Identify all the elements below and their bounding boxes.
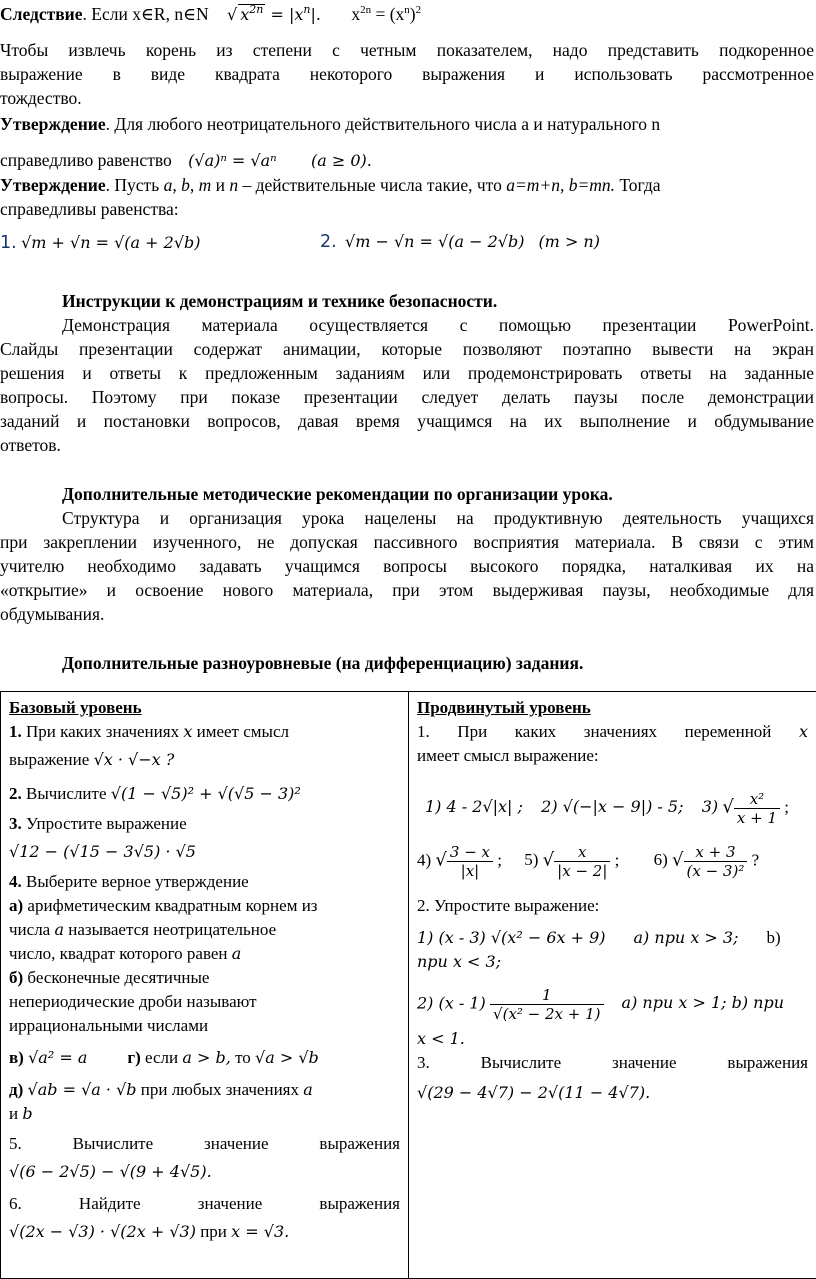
- tasks-table: [0, 691, 816, 1279]
- methodic-line-2: при закреплении изученного, не допуская пассивного восприятия материала. В связи с этим: [0, 530, 814, 554]
- para-root-line-1: Чтобы извлечь корень из степени с четным показателем, надо представить подкоренное: [0, 38, 814, 62]
- basic-q4: 4. Выберите верное утверждение: [9, 870, 400, 894]
- tasks-heading: Дополнительные разноуровневые (на дифференциацию) задания.: [62, 651, 583, 675]
- statement2-line1: Утверждение. Пусть a, b, m и n – действительные числа такие, что a=m+n, b=mn. Тогда: [0, 173, 814, 197]
- corollary-formula: √ $x^{2n} = |x^n|$.: [227, 5, 321, 24]
- safety-line-2: Слайды презентации содержат анимации, которые позволяют поэтапно вывести на экран: [0, 337, 814, 361]
- statement1-formula: (√a)ⁿ = √aⁿ: [188, 151, 277, 170]
- methodic-line-5: обдумывания.: [0, 602, 814, 626]
- basic-q5-formula: √(6 − 2√5) − √(9 + 4√5).: [9, 1160, 400, 1184]
- basic-q1-line2: выражение √x · √−x ?: [9, 748, 400, 772]
- para-root-line-3: тождество.: [0, 86, 814, 110]
- methodic-line-4: «открытие» и освоение нового материала, при этом выдерживая паузы, необходимые для: [0, 578, 814, 602]
- advanced-q1-f3: $\frac{\text{x²}}{x + 1}$: [734, 790, 780, 827]
- methodic-heading: Дополнительные методические рекомендации по организации урока.: [62, 482, 613, 506]
- advanced-q1-f5: $\frac{x}{|x - 2|}$: [554, 843, 610, 880]
- advanced-q2: 2. Упростите выражение:: [417, 894, 808, 918]
- advanced-q2-1-cont: при x < 3;: [417, 950, 808, 974]
- statement1-condition: (a ≥ 0).: [311, 151, 372, 170]
- basic-q3: 3. Упростите выражение: [9, 812, 400, 836]
- advanced-q1: 1. При каких значениях переменной x: [417, 720, 808, 744]
- advanced-title: Продвинутый уровень: [417, 698, 591, 717]
- basic-level-cell: Базовый уровень 1. При каких значениях x имеет смысл выражение √x · √−x ? 2. Вычислите √(1 − √5)² + √(√5 − 3)² 3. Упростите выражение √12 − (√15 − 3√5) · √5 4. Выберите верное утверждение а) арифметическим квадратным корнем из числа a называется неотрицательное число, квадрат которого равен a б) бесконечные десятичные непериодические дроби называют иррациональными числами в) √a² = a г) если a > b, то √a > √b д) √ab = √a · √b при любых значениях a и b 5. Вычислите значение выражения √(6 − 2√5) − √(9 + 4√5). 6. Найдите значение выражения √(2x − √3) · √(2x + √3) при x = √3.: [1, 692, 409, 1279]
- basic-title: Базовый уровень: [9, 698, 142, 717]
- safety-line-3: решения и ответы к предложенным заданиям или продемонстрировать ответы на заданные: [0, 361, 814, 385]
- statement1-label: Утверждение: [0, 114, 106, 134]
- basic-q4v-q4g: в) √a² = a г) если a > b, то √a > √b: [9, 1046, 400, 1070]
- basic-q6: 6. Найдите значение выражения: [9, 1192, 400, 1216]
- corollary-formula2: $x^{2n} = (x^n)^2$: [351, 4, 421, 24]
- advanced-q2-2: 2) (x - 1) $\frac{1}{\text{√(x² − 2x + 1)}}$ а) при x > 1; b) при: [417, 986, 808, 1023]
- methodic-line-1: Структура и организация урока нацелены на продуктивную деятельность учащихся: [0, 506, 814, 530]
- statement1-line1: Утверждение. Для любого неотрицательного действительного числа a и натурального n: [0, 112, 814, 136]
- statement2-line2: справедливы равенства:: [0, 197, 814, 221]
- basic-q6-formula: √(2x − √3) · √(2x + √3) при x = √3.: [9, 1220, 400, 1244]
- formula-sum-roots: √m + √n = √(a + 2√b): [21, 233, 200, 252]
- formula-diff-roots: √m − √n = √(a − 2√b) (m > n): [345, 230, 600, 254]
- basic-q4b: б) бесконечные десятичные: [9, 966, 400, 990]
- methodic-line-3: учителю необходимо задавать учащимся вопросы высокого порядка, наталкивая их на: [0, 554, 814, 578]
- safety-line-5: заданий и постановки вопросов, давая время учащимся на их выполнение и обдумывание: [0, 409, 814, 433]
- corollary-line: [0, 2, 814, 27]
- basic-q5: 5. Вычислите значение выражения: [9, 1132, 400, 1156]
- advanced-q2-2-frac: $\frac{1}{\text{√(x² − 2x + 1)}}$: [490, 986, 604, 1023]
- advanced-q1-items-row1: 1) 4 - 2√|x| ; 2) √(−|x − 9|) - 5; 3) √ $\frac{\text{x²}}{x + 1}$ ;: [417, 790, 808, 827]
- corollary-label: Следствие: [0, 4, 83, 24]
- advanced-q1-f6: $\frac{x + 3}{\text{(x − 3)²}}$: [684, 843, 748, 880]
- safety-line-1: Демонстрация материала осуществляется с помощью презентации PowerPoint.: [0, 313, 814, 337]
- safety-heading: Инструкции к демонстрациям и технике безопасности.: [62, 289, 497, 313]
- advanced-q2-1: 1) (x - 3) √(x² − 6x + 9) а) при x > 3; b): [417, 926, 808, 950]
- advanced-q3-formula: √(29 − 4√7) − 2√(11 − 4√7).: [417, 1081, 808, 1105]
- advanced-q1-items-row2: 4) √ $\frac{3 - x}{|x|}$ ; 5) √ $\frac{x}{|x - 2|}$ ; 6) √ $\frac{x + 3}{\text{(x − 3)²}}$ ?: [417, 843, 808, 880]
- statement2-label: Утверждение: [0, 175, 106, 195]
- advanced-q3: 3. Вычислите значение выражения: [417, 1051, 808, 1075]
- basic-q3-formula: √12 − (√15 − 3√5) · √5: [9, 840, 400, 864]
- safety-line-4: вопросы. Поэтому при показе презентации следует делать паузы после демонстрации: [0, 385, 814, 409]
- safety-line-6: ответов.: [0, 433, 814, 457]
- advanced-q1-f4: $\frac{3 - x}{|x|}$: [447, 843, 493, 880]
- basic-q2: 2. Вычислите √(1 − √5)² + √(√5 − 3)²: [9, 782, 400, 806]
- basic-q4a: а) арифметическим квадратным корнем из: [9, 894, 400, 918]
- para-root-line-2: выражение в виде квадрата некоторого выражения и использовать рассмотренное: [0, 62, 814, 86]
- basic-q4d: д) √ab = √a · √b при любых значениях a: [9, 1078, 400, 1102]
- statement2-formulas: 1. √m + √n = √(a + 2√b) 2. √m − √n = √(a − 2√b) (m > n): [0, 230, 814, 255]
- statement1-line2: справедливо равенство (√a)ⁿ = √aⁿ (a ≥ 0).: [0, 148, 814, 173]
- advanced-q2-2-cont: x < 1.: [417, 1027, 808, 1051]
- corollary-text: . Если x∈R, n∈N: [83, 4, 209, 24]
- basic-q1: 1. При каких значениях x имеет смысл: [9, 720, 400, 744]
- advanced-level-cell: [409, 692, 816, 1279]
- advanced-q1-line2: имеет смысл выражение:: [417, 744, 808, 768]
